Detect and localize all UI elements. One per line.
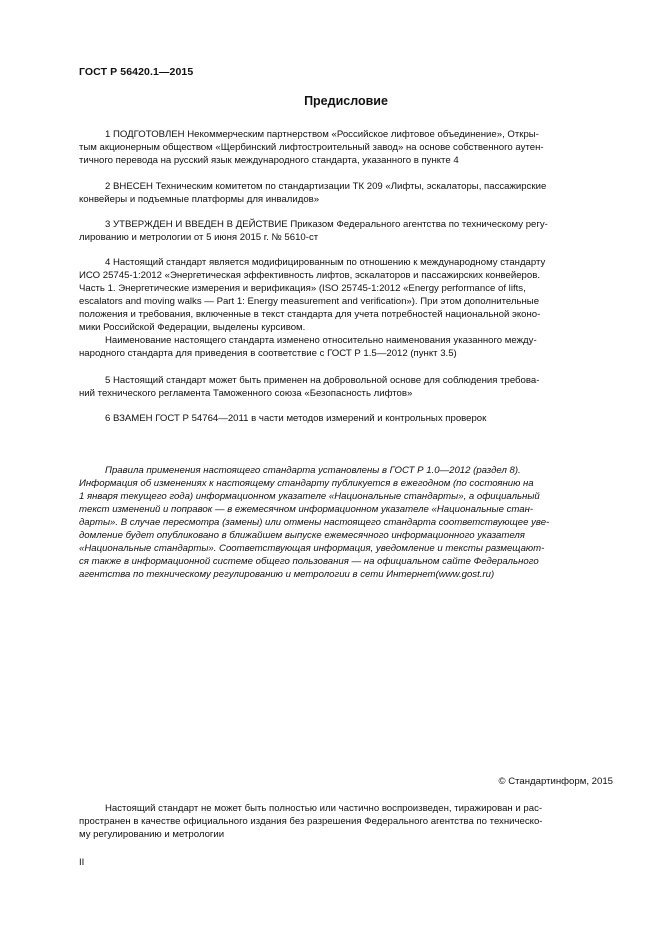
notice-line: Информация об изменениях к настоящему стандарту публикуется в ежегодном (по состоянию на xyxy=(79,478,534,489)
paragraph-line: лированию и метрологии от 5 июня 2015 г. № 5610-ст xyxy=(79,232,319,243)
paragraph-line: ИСО 25745-1:2012 «Энергетическая эффективность лифтов, эскалаторов и пассажирских конвейеров. xyxy=(79,270,540,281)
paragraph-line: 5 Настоящий стандарт может быть применен на добровольной основе для соблюдения требова- xyxy=(105,375,540,386)
copyright-notice: © Стандартинформ, 2015 xyxy=(498,776,613,787)
page-number: II xyxy=(79,857,85,868)
paragraph-1 xyxy=(79,128,613,167)
notice-line: текст изменений и поправок — в ежемесячном информационном указателе «Национальные стан- xyxy=(79,504,534,515)
notice-line: Правила применения настоящего стандарта установлены в ГОСТ Р 1.0—2012 (раздел 8). xyxy=(105,465,521,476)
reproduction-notice xyxy=(79,802,613,841)
paragraph-line: конвейеры и подъемные платформы для инвалидов» xyxy=(79,194,320,205)
paragraph-line: 6 ВЗАМЕН ГОСТ Р 54764—2011 в части методов измерений и контрольных проверок xyxy=(105,413,487,424)
paragraph-line: ний технического регламента Таможенного союза «Безопасность лифтов» xyxy=(79,388,413,399)
notice-line: «Национальные стандарты». Соответствующая информация, уведомление и тексты размещают- xyxy=(79,543,545,554)
paragraph-line: тым акционерным обществом «Щербинский лифтостроительный завод» на основе собственного аутен- xyxy=(79,142,544,153)
paragraph-3 xyxy=(79,218,613,244)
notice-line: пространен в качестве официального издания без разрешения Федерального агентства по техническо- xyxy=(79,816,543,827)
standard-code: ГОСТ Р 56420.1—2015 xyxy=(79,66,194,78)
publication-notice xyxy=(79,464,613,581)
paragraph-line: Наименование настоящего стандарта изменено относительно наименования указанного между- xyxy=(105,335,537,346)
paragraph-5 xyxy=(79,374,613,400)
notice-line: му регулированию и метрологии xyxy=(79,829,225,840)
notice-line: дарты». В случае пересмотра (замены) или отмены настоящего стандарта соответствующее уве- xyxy=(79,517,550,528)
notice-line: Настоящий стандарт не может быть полностью или частично воспроизведен, тиражирован и рас- xyxy=(105,803,543,814)
notice-line: домление будет опубликовано в ближайшем выпуске ежемесячного информационного указателя xyxy=(79,530,525,541)
paragraph-line: escalators and moving walks — Part 1: Energy measurement and verification»). При этом дополнительные xyxy=(79,296,540,307)
paragraph-2 xyxy=(79,180,613,206)
paragraph-4 xyxy=(79,256,613,360)
notice-line: 1 января текущего года) информационном указателе «Национальные стандарты», а официальный xyxy=(79,491,540,502)
paragraph-line: мики Российской Федерации, выделены курсивом. xyxy=(79,322,306,333)
notice-line: ся также в информационной системе общего пользования — на официальном сайте Федерального xyxy=(79,556,539,567)
paragraph-line: Часть 1. Энергетические измерения и верификация» (ISO 25745-1:2012 «Energy performance of lifts, xyxy=(79,283,526,294)
paragraph-line: 2 ВНЕСЕН Техническим комитетом по стандартизации ТК 209 «Лифты, эскалаторы, пассажирские xyxy=(105,181,547,192)
notice-line: агентства по техническому регулированию и метрологии в сети Интернет(www.gost.ru) xyxy=(79,569,495,580)
paragraph-line: положения и требования, включенные в текст стандарта для учета потребностей национальной эконо- xyxy=(79,309,541,320)
paragraph-line: 4 Настоящий стандарт является модифицированным по отношению к международному стандарту xyxy=(105,257,546,268)
paragraph-6 xyxy=(79,412,613,425)
paragraph-line: народного стандарта для приведения в соответствие с ГОСТ Р 1.5—2012 (пункт 3.5) xyxy=(79,348,457,359)
paragraph-line: 1 ПОДГОТОВЛЕН Некоммерческим партнерством «Российское лифтовое объединение», Откры- xyxy=(105,129,539,140)
paragraph-line: тичного перевода на русский язык международного стандарта, указанного в пункте 4 xyxy=(79,155,459,166)
page-title: Предисловие xyxy=(304,94,388,108)
paragraph-line: 3 УТВЕРЖДЕН И ВВЕДЕН В ДЕЙСТВИЕ Приказом Федерального агентства по техническому регу- xyxy=(105,219,548,230)
